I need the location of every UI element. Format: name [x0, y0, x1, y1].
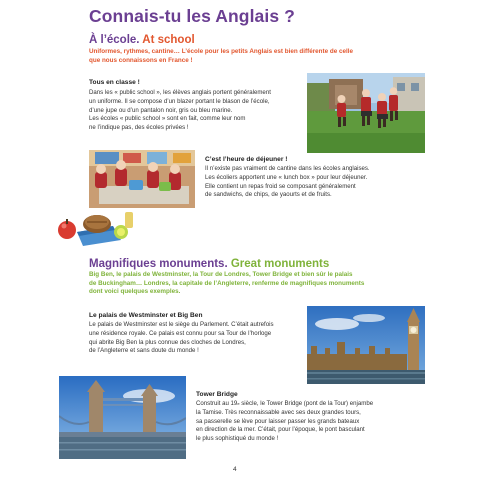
tower-bridge-heading: Tower Bridge — [196, 391, 238, 398]
westminster-line: de l’Angleterre et sans doute du monde ! — [89, 347, 199, 355]
page-title: Connais-tu les Anglais ? — [89, 6, 295, 26]
tower-bridge-line — [196, 400, 373, 409]
classroom-text — [89, 89, 271, 133]
tower-bridge-line: la Tamise. Très reconnaissable avec ses deux grandes tours, — [196, 408, 361, 416]
school-intro — [89, 48, 353, 65]
lunch-line: de sandwichs, de chips, de yaourts et de fruits. — [205, 191, 332, 199]
classroom-line: Dans les « public school », les élèves anglais portent généralement — [89, 89, 271, 96]
tower-bridge-line: sa passerelle se lève pour laisser passer les grands bateaux — [196, 417, 360, 425]
lunchbox-image — [55, 196, 135, 248]
monuments-intro-line: dont voici quelques exemples. — [89, 288, 181, 296]
monuments-heading-fr: Magnifiques monuments. — [89, 258, 228, 270]
tower-bridge-text — [196, 400, 373, 444]
westminster-line: qui abrite Big Ben la plus connue des cloches de Londres, — [89, 338, 246, 346]
monuments-heading-en: Great monuments — [230, 258, 330, 270]
classroom-line: ne l’indique pas, des écoles privées ! — [89, 124, 189, 132]
schoolchildren-photo — [307, 73, 425, 153]
school-heading-fr: À l’école. — [89, 34, 140, 46]
lunch-line: Elle contient un repas froid se composant généralement — [205, 182, 356, 190]
classroom-line: un uniforme. Il se compose d’un blazer portant le blason de l’école, — [89, 97, 270, 105]
westminster-line: Le palais de Westminster est le siège du Parlement. C’était autrefois — [89, 321, 274, 328]
tower-bridge-line1-end: siècle, le Tower Bridge (pont de la Tour) enjambe — [239, 400, 374, 407]
monuments-heading — [89, 258, 329, 270]
lunch-line: Les écoliers apportent une « lunch box » pour leur déjeuner. — [205, 173, 368, 181]
classroom-heading: Tous en classe ! — [89, 79, 140, 86]
lunch-heading: C’est l’heure de déjeuner ! — [205, 156, 288, 163]
tower-bridge-line: le plus sophistiqué du monde ! — [196, 435, 279, 443]
school-intro-line: Uniformes, rythmes, cantine… L’école pour les petits Anglais est bien différente de celle — [89, 48, 353, 55]
classroom-line: d’une jupe ou d’un pantalon noir, gris ou bleu marine. — [89, 106, 233, 114]
westminster-photo — [307, 306, 425, 384]
westminster-text — [89, 321, 274, 356]
classroom-line: Les écoles « public school » sont en fait, comme leur nom — [89, 115, 246, 123]
tower-bridge-line: en direction de la mer. C’était, pour l’époque, le pont basculant — [196, 426, 365, 434]
page-number: 4 — [233, 466, 237, 473]
westminster-heading: Le palais de Westminster et Big Ben — [89, 312, 203, 319]
tower-bridge-photo — [59, 376, 186, 459]
school-heading — [89, 34, 195, 46]
westminster-line: une résidence royale. Ce palais est connu pour sa Tour de l’horloge — [89, 329, 272, 337]
lunch-line: Il n’existe pas vraiment de cantine dans les écoles anglaises. — [205, 165, 370, 172]
school-heading-en: At school — [142, 34, 195, 46]
school-intro-line: que nous connaissons en France ! — [89, 56, 193, 64]
monuments-intro — [89, 271, 364, 297]
monuments-intro-line: Big Ben, le palais de Westminster, la Tour de Londres, Tower Bridge et bien sûr le palais — [89, 271, 353, 278]
tower-bridge-line1-start: Construit au 19 — [196, 400, 238, 407]
century-superscript: e — [237, 401, 240, 406]
lunch-text — [205, 165, 370, 200]
monuments-intro-line: de Buckingham… Londres, la capitale de l’Angleterre, renferme de magnifiques monuments — [89, 279, 365, 287]
